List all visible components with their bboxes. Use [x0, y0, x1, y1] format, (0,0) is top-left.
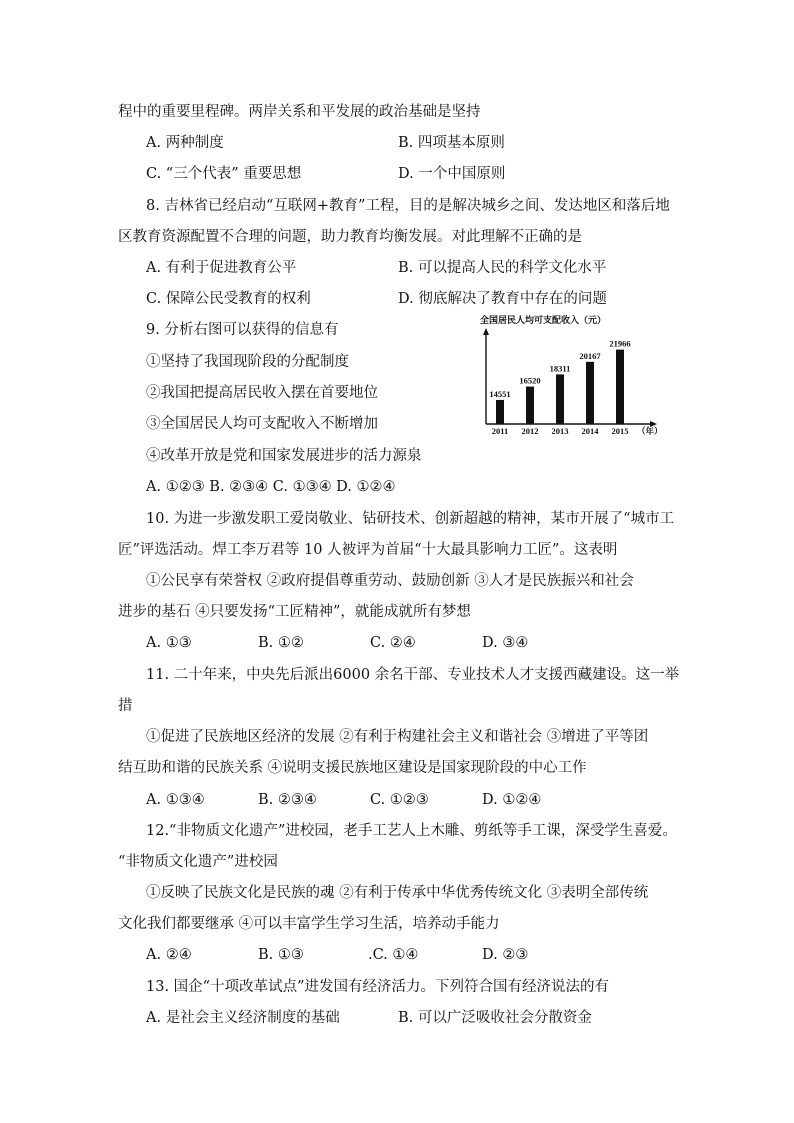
question-8-stem-1: 8. 吉林省已经启动“互联网+教育”工程，目的是解决城乡之间、发达地区和落后地 — [146, 198, 670, 214]
q9-statement-2: ②我国把提高居民收入摆在首要地位 — [146, 385, 378, 401]
question-12-stem-1: 12.“非物质文化遗产”进校园，老手工艺人上木雕、剪纸等手工课，深受学生喜爱。 — [146, 823, 677, 839]
q10-statements-1: ①公民享有荣誉权 ②政府提倡尊重劳动、鼓励创新 ③人才是民族振兴和社会 — [146, 573, 634, 589]
bar-value-label: 20167 — [579, 350, 601, 361]
q7-option-d: D. 一个中国原则 — [398, 166, 506, 182]
q11-statements-1: ①促进了民族地区经济的发展 ②有利于构建社会主义和谐社会 ③增进了平等团 — [146, 729, 649, 745]
bar-2013 — [556, 374, 564, 424]
q9-statement-4: ④改革开放是党和国家发展进步的活力源泉 — [146, 448, 422, 464]
question-11-stem-1: 11. 二十年来，中央先后派出6000 余名干部、专业技术人才支援西藏建设。这一举 — [146, 667, 680, 683]
q9-options: A. ①②③ B. ②③④ C. ①③④ D. ①②④ — [146, 479, 396, 495]
x-tick-label: 2013 — [551, 426, 569, 436]
question-12-stem-2: “非物质文化遗产”进校园 — [118, 854, 278, 870]
chart-title: 全国居民人均可支配收入（元） — [480, 315, 607, 325]
q7-option-b: B. 四项基本原则 — [398, 135, 505, 151]
question-13-stem: 13. 国企“十项改革试点”进发国有经济活力。下列符合国有经济说法的有 — [146, 979, 609, 995]
x-tick-label: 2011 — [491, 426, 509, 436]
q10-option-d: D. ③④ — [482, 635, 529, 651]
q8-option-d: D. 彻底解决了教育中存在的问题 — [398, 291, 607, 307]
question-9-stem: 9. 分析右图可以获得的信息有 — [146, 322, 339, 338]
bar-2015 — [616, 350, 624, 424]
income-bar-chart — [474, 312, 664, 442]
bar-value-label: 16520 — [519, 375, 541, 386]
q8-option-c: C. 保障公民受教育的权利 — [146, 291, 311, 307]
bar-2011 — [496, 400, 504, 424]
q11-statements-2: 结互助和谐的民族关系 ④说明支援民族地区建设是国家现阶段的中心工作 — [118, 760, 587, 776]
question-10-stem-2: 匠”评选活动。焊工李万君等 10 人被评为首届“十大最具影响力工匠”。这表明 — [118, 542, 618, 558]
q8-option-b: B. 可以提高人民的科学文化水平 — [398, 260, 607, 276]
q10-option-b: B. ①② — [258, 635, 304, 651]
q8-option-a: A. 有利于促进教育公平 — [146, 260, 297, 276]
q12-option-b: B. ①③ — [258, 947, 304, 963]
q9-statement-3: ③全国居民人均可支配收入不断增加 — [146, 416, 378, 432]
bar-value-label: 18311 — [549, 363, 571, 374]
q10-statements-2: 进步的基石 ④只要发扬“工匠精神”，就能成就所有梦想 — [118, 604, 471, 620]
q10-option-c: C. ②④ — [370, 635, 416, 651]
question-11-stem-2: 措 — [118, 698, 133, 714]
x-tick-label: 2014 — [581, 426, 599, 436]
x-tick-label: 2015 — [611, 426, 629, 436]
bar-value-label: 14551 — [489, 388, 511, 399]
q11-option-c: C. ①②③ — [370, 792, 429, 808]
q13-option-b: B. 可以广泛吸收社会分散资金 — [398, 1010, 592, 1026]
q7-option-a: A. 两种制度 — [146, 135, 224, 151]
question-10-stem-1: 10. 为进一步激发职工爱岗敬业、钻研技术、创新超越的精神，某市开展了“城市工 — [146, 511, 675, 527]
q11-option-d: D. ①②④ — [482, 792, 542, 808]
x-axis-unit: （年） — [637, 426, 663, 436]
x-tick-label: 2012 — [521, 426, 539, 436]
q7-option-c: C. “三个代表” 重要思想 — [146, 166, 302, 182]
q10-option-a: A. ①③ — [146, 635, 192, 651]
bar-value-label: 21966 — [609, 338, 631, 349]
q12-option-c: .C. ①④ — [368, 947, 419, 963]
q12-option-d: D. ②③ — [482, 947, 529, 963]
question-7-stem: 程中的重要里程碑。两岸关系和平发展的政治基础是坚持 — [118, 104, 481, 120]
q11-option-b: B. ②③④ — [258, 792, 317, 808]
q12-statements-1: ①反映了民族文化是民族的魂 ②有利于传承中华优秀传统文化 ③表明全部传统 — [146, 885, 649, 901]
q11-option-a: A. ①③④ — [146, 792, 205, 808]
y-axis-arrow — [483, 328, 489, 335]
question-8-stem-2: 区教育资源配置不合理的问题，助力教育均衡发展。对此理解不正确的是 — [118, 229, 582, 245]
q9-statement-1: ①坚持了我国现阶段的分配制度 — [146, 354, 349, 370]
q12-option-a: A. ②④ — [146, 947, 192, 963]
bar-2012 — [526, 387, 534, 424]
q13-option-a: A. 是社会主义经济制度的基础 — [146, 1010, 340, 1026]
q12-statements-2: 文化我们都要继承 ④可以丰富学生学习生活，培养动手能力 — [118, 916, 500, 932]
bar-2014 — [586, 362, 594, 424]
